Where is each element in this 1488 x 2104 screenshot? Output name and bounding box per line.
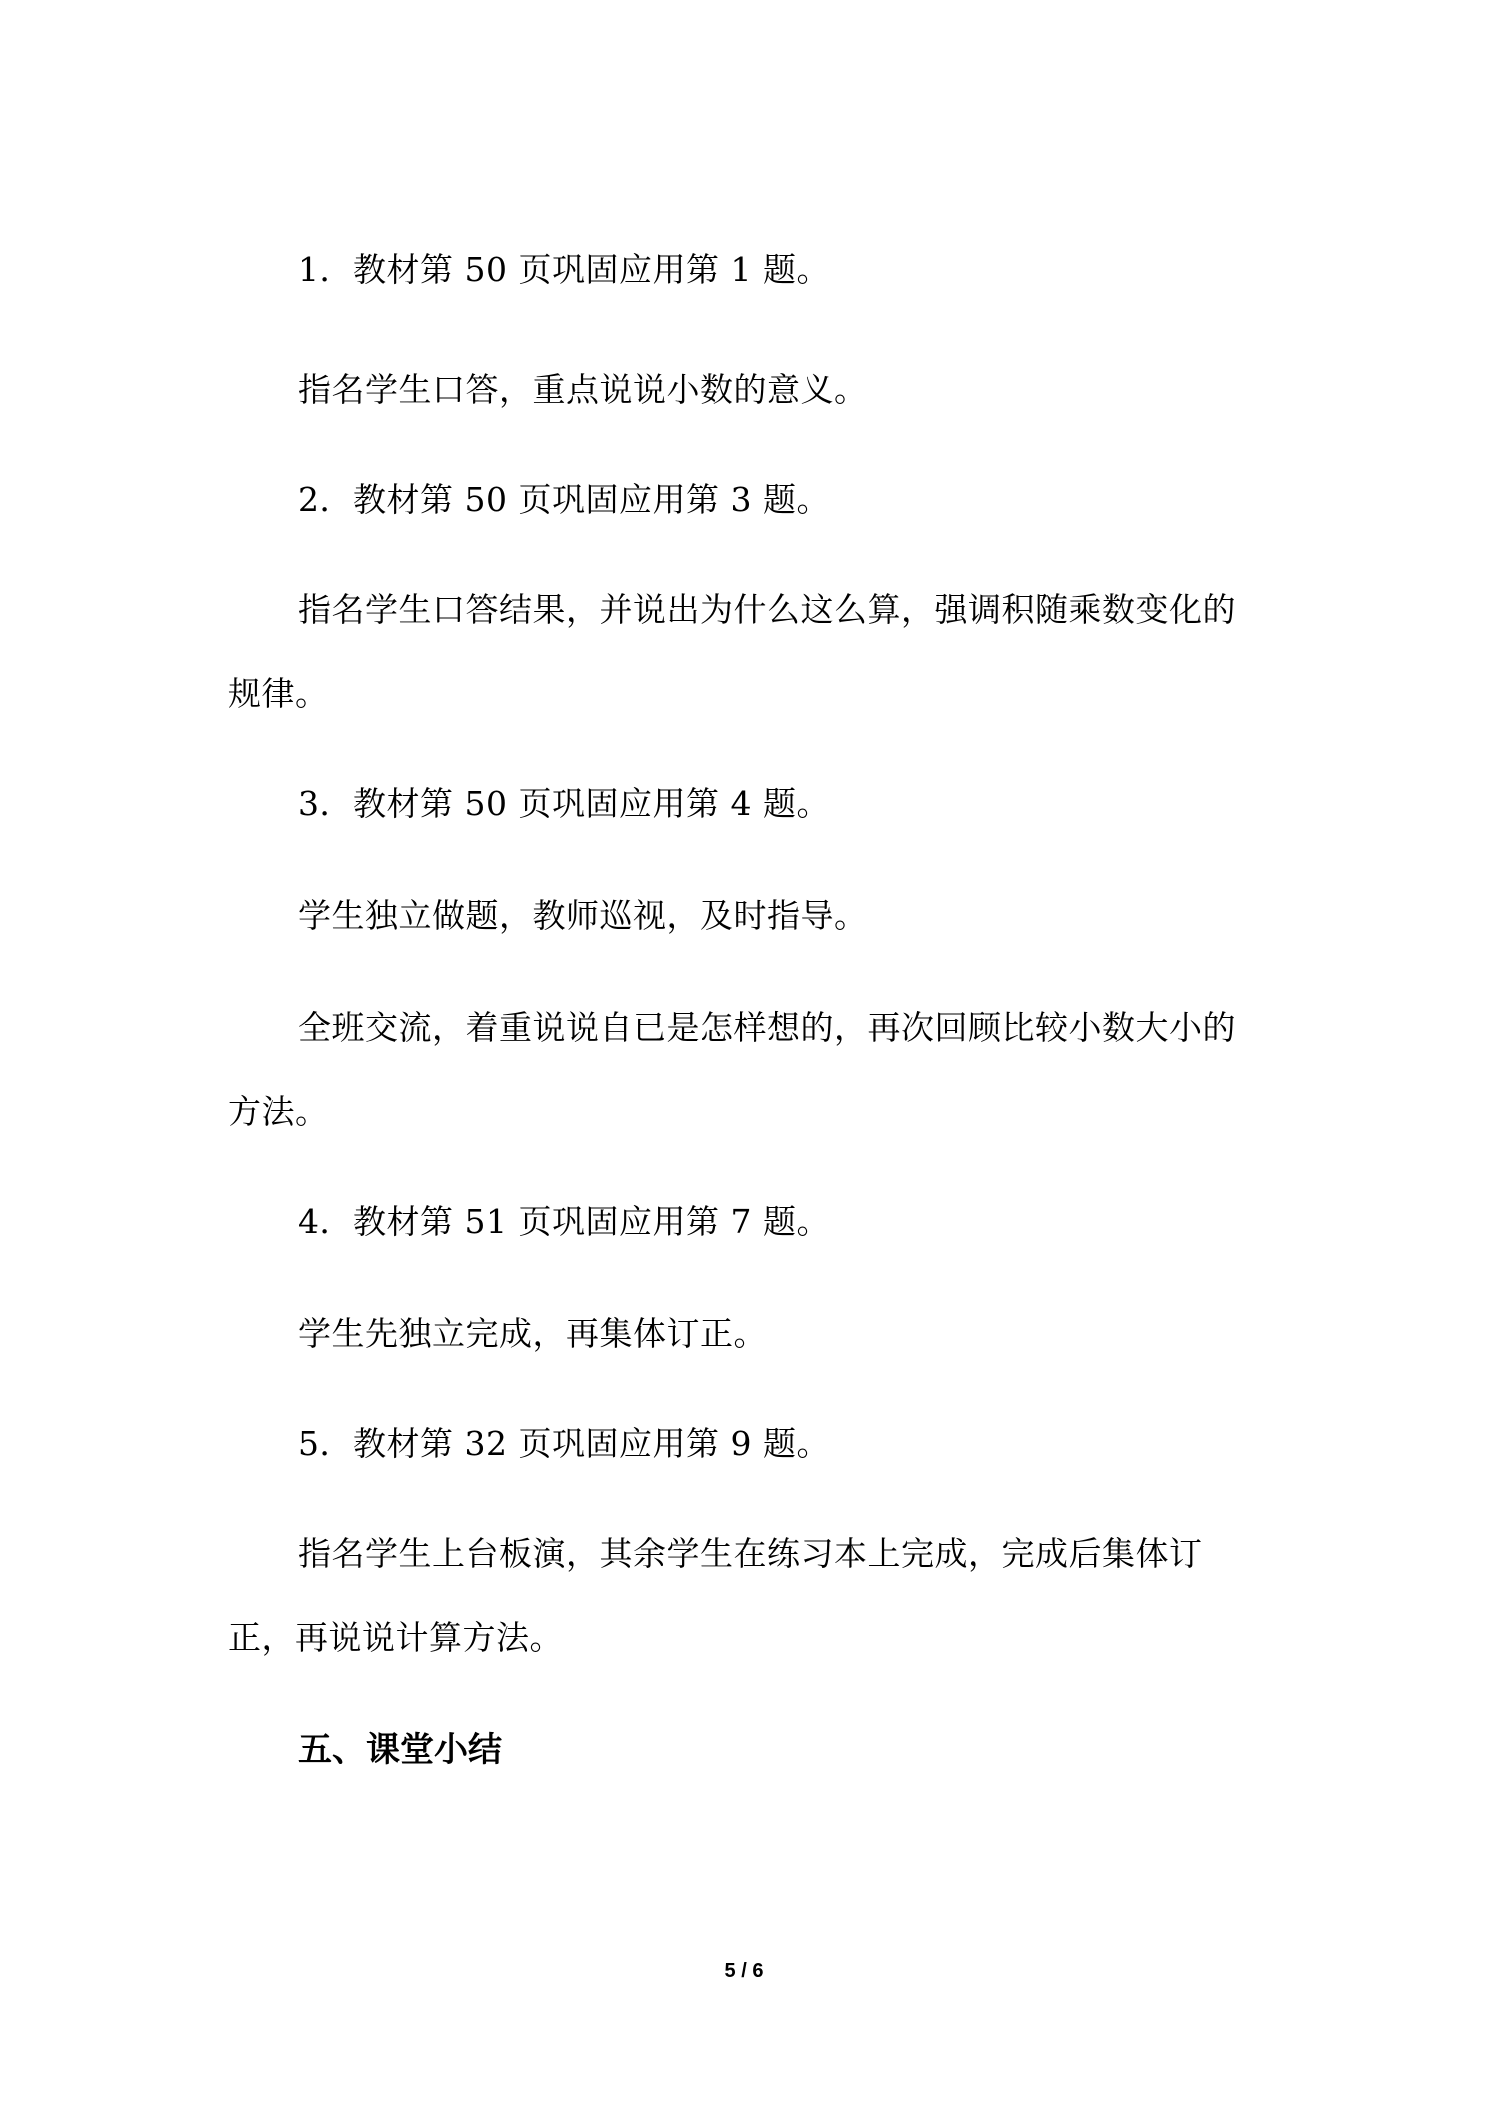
paragraph-item-3: 3．教材第 50 页巩固应用第 4 题。	[298, 784, 830, 823]
section-heading: 五、课堂小结	[298, 1730, 502, 1770]
paragraph-item-1-note: 指名学生口答，重点说说小数的意义。	[298, 370, 868, 409]
paragraph-item-4-note: 学生先独立完成，再集体订正。	[298, 1314, 767, 1353]
paragraph-item-3-discussion: 全班交流，着重说说自已是怎样想的，再次回顾比较小数大小的方法。	[228, 1008, 1236, 1131]
paragraph-item-1: 1．教材第 50 页巩固应用第 1 题。	[298, 250, 830, 289]
paragraph-item-5-note: 指名学生上台板演，其余学生在练习本上完成，完成后集体订正，再说说计算方法。	[228, 1534, 1203, 1657]
paragraph-item-2: 2．教材第 50 页巩固应用第 3 题。	[298, 480, 830, 519]
paragraph-item-5: 5．教材第 32 页巩固应用第 9 题。	[298, 1424, 830, 1463]
paragraph-item-4: 4．教材第 51 页巩固应用第 7 题。	[298, 1202, 830, 1241]
paragraph-item-3-note: 学生独立做题，教师巡视，及时指导。	[298, 896, 868, 935]
paragraph-item-2-note: 指名学生口答结果，并说出为什么这么算，强调积随乘数变化的规律。	[228, 590, 1236, 713]
page-number: 5 / 6	[724, 1960, 764, 1982]
